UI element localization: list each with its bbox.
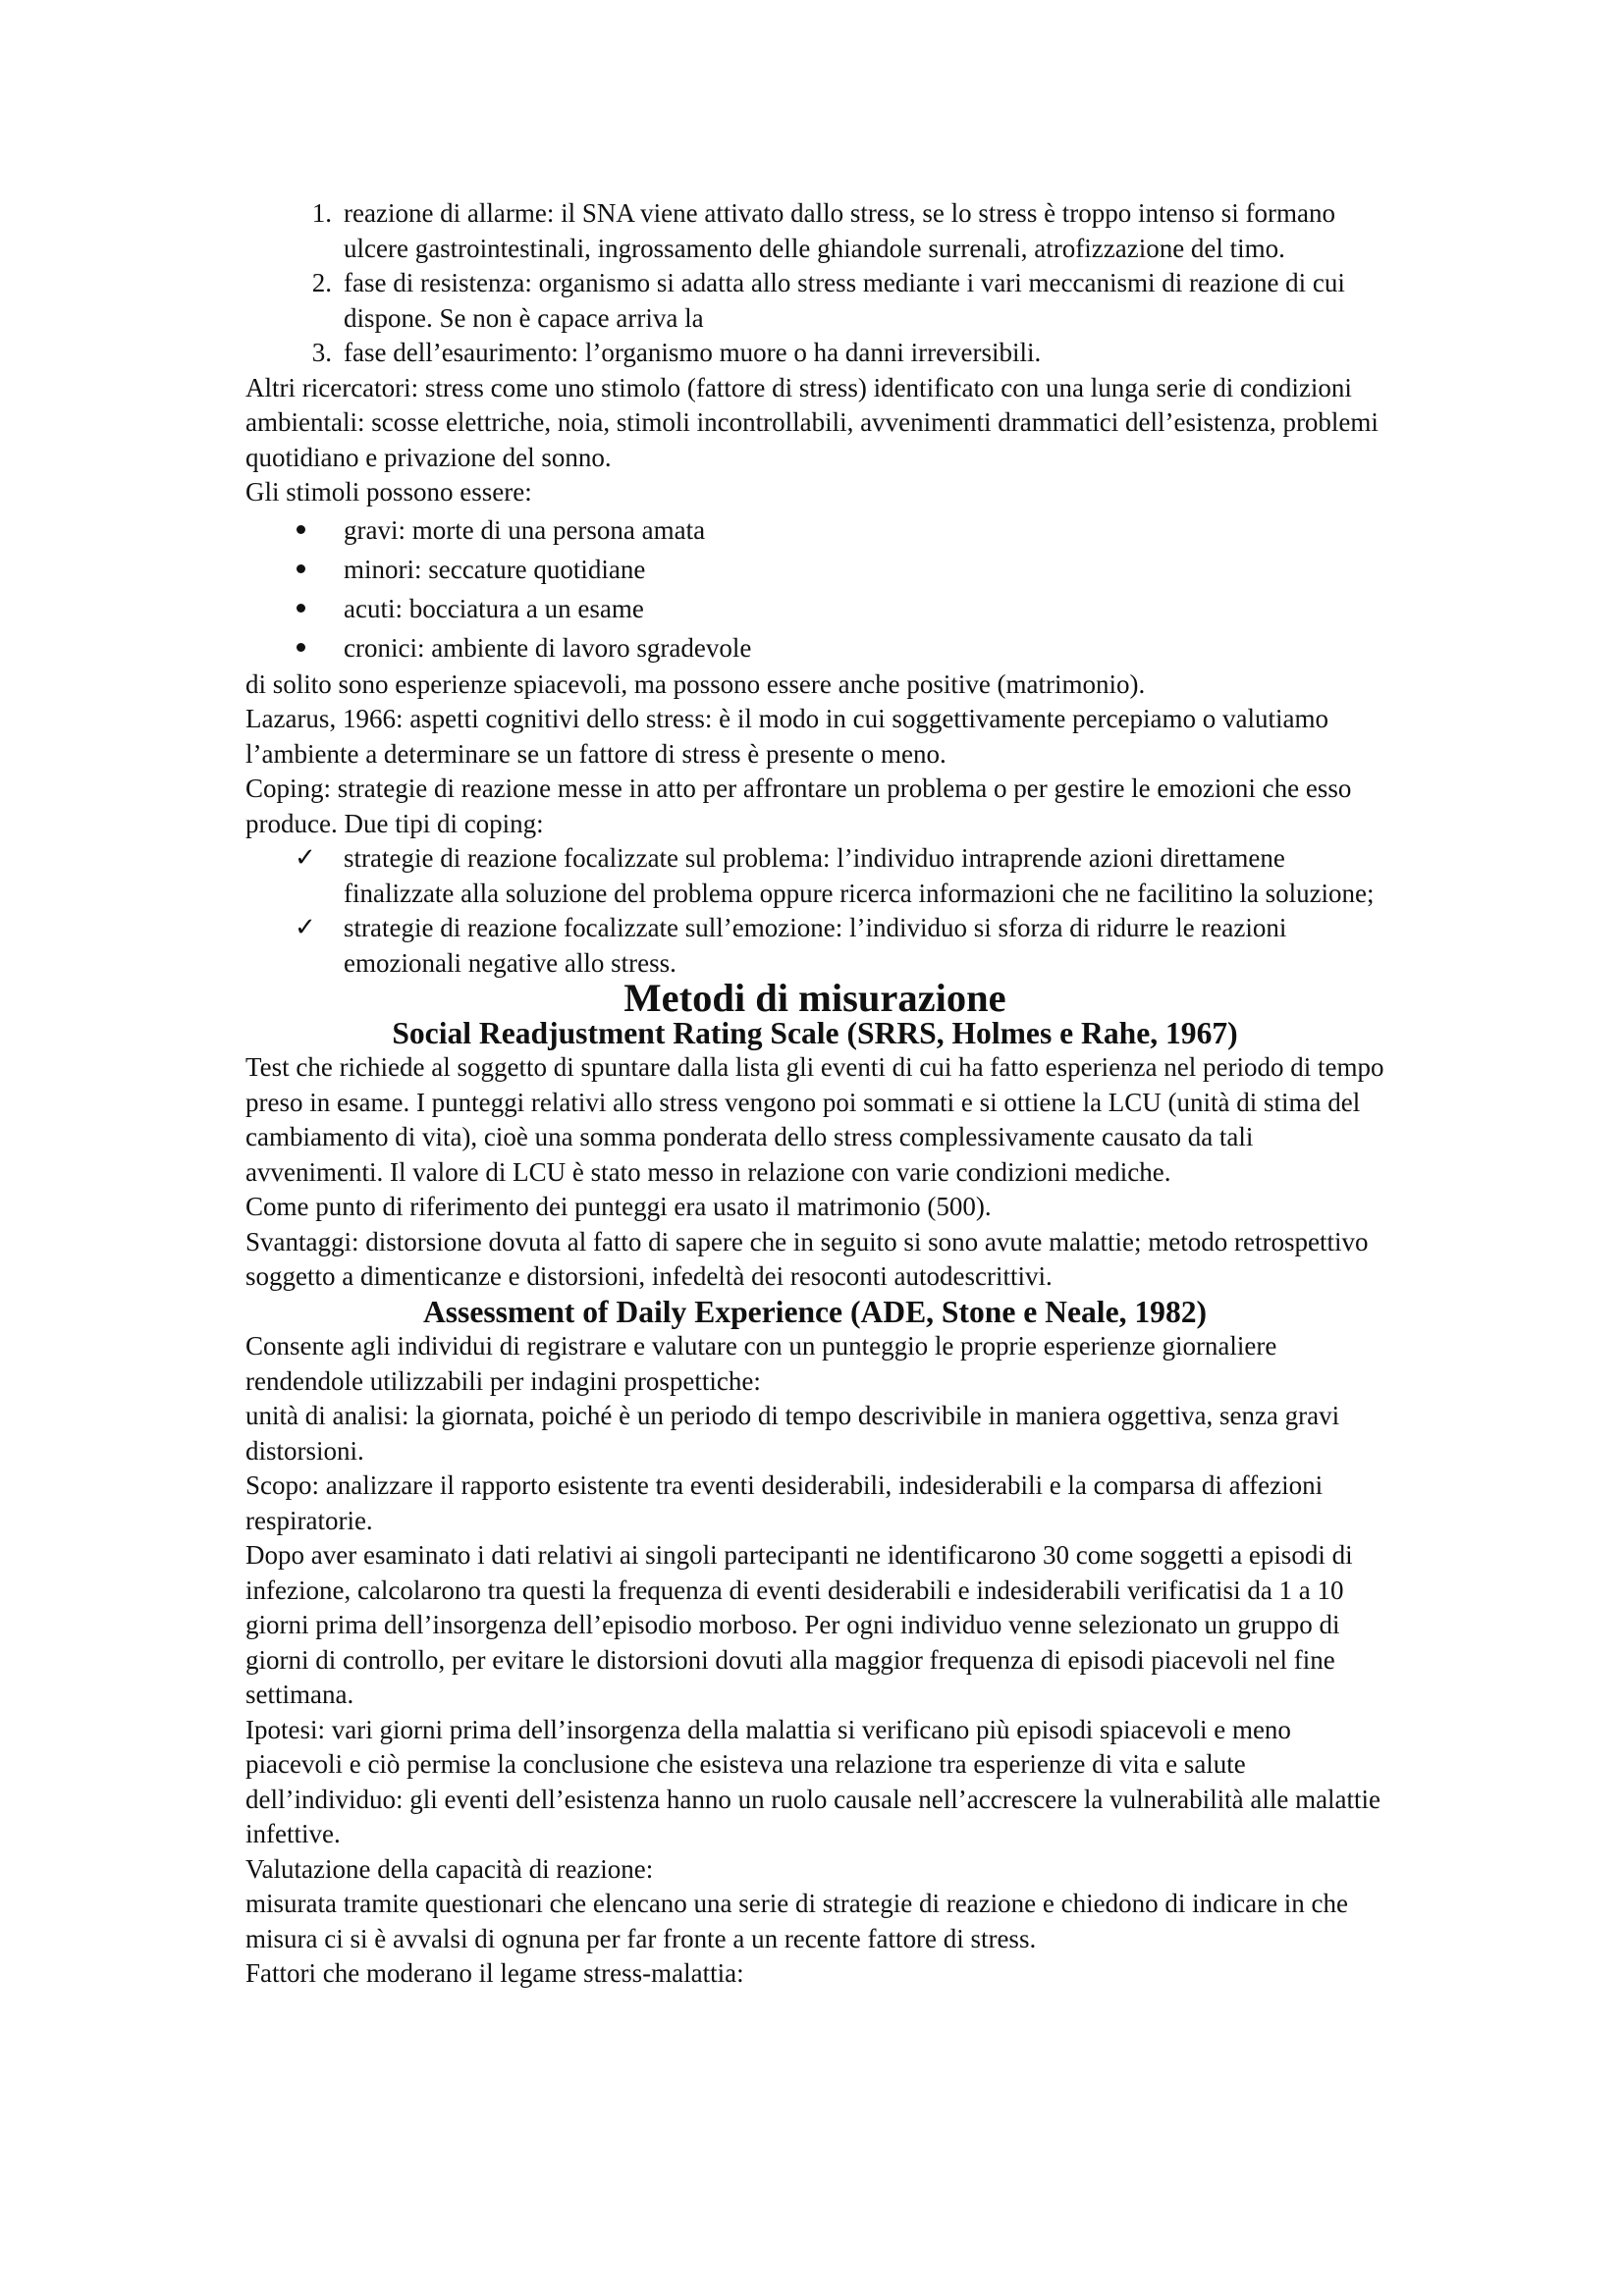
list-item <box>245 911 1384 981</box>
bullet-icon <box>297 564 305 573</box>
paragraph-ipotesi: Ipotesi: vari giorni prima dell’insorgenza della malattia si verificano più episodi spiacevoli e meno piacevoli e ciò permise la conclusione che esisteva una relazione tra esperienze di vita e salute dell’individuo: gli eventi dell’esistenza hanno un ruolo causale nell’accrescere la vulnerabilità alle malattie infettive. <box>245 1714 1381 1848</box>
heading-srrs: Social Readjustment Rating Scale (SRRS, Holmes e Rahe, 1967) <box>392 1015 1238 1050</box>
paragraph-misurata: misurata tramite questionari che elencano una serie di strategie di reazione e chiedono di indicare in che misura ci si è avvalsi di ognuna per far fronte a un recente fattore di stress. <box>245 1889 1349 1953</box>
list-number: 1. <box>311 198 332 228</box>
list-item-text: minori: seccature quotidiane <box>344 554 646 584</box>
paragraph-di-solito: di solito sono esperienze spiacevoli, ma possono essere anche positive (matrimonio). <box>245 668 1146 699</box>
paragraph-dopo: Dopo aver esaminato i dati relativi ai singoli partecipanti ne identificarono 30 come soggetti a episodi di infezione, calcolarono tra questi la frequenza di eventi desiderabili e indesiderabili verificatisi da 1 a 10 giorni prima dell’insorgenza dell’episodio morboso. Per ogni individuo venne selezionato un gruppo di giorni di controllo, per evitare le distorsioni dovuti alla maggior frequenza di episodi piacevoli nel fine settimana. <box>245 1540 1353 1709</box>
list-item <box>245 196 1384 266</box>
list-item-text: reazione di allarme: il SNA viene attivato dallo stress, se lo stress è troppo intenso si formano ulcere gastrointestinali, ingrossamento delle ghiandole surrenali, atrofizzazione del timo. <box>344 198 1336 263</box>
paragraph-riferimento: Come punto di riferimento dei punteggi era usato il matrimonio (500). <box>245 1192 992 1221</box>
list-item-text: fase dell’esaurimento: l’organismo muore o ha danni irreversibili. <box>344 338 1042 367</box>
list-item <box>245 841 1384 911</box>
list-item-text: strategie di reazione focalizzate sul problema: l’individuo intraprende azioni direttamene finalizzate alla soluzione del problema oppure ricerca informazioni che ne facilitino la soluzione; <box>344 843 1375 908</box>
stimoli-list <box>245 510 1384 667</box>
list-item <box>245 336 1384 371</box>
bullet-icon <box>297 604 305 613</box>
coping-types-list <box>245 841 1384 981</box>
paragraph-svantaggi: Svantaggi: distorsione dovuta al fatto di sapere che in seguito si sono avute malattie; metodo retrospettivo soggetto a dimenticanze e distorsioni, infedeltà dei resoconti autodescrittivi. <box>245 1226 1369 1291</box>
paragraph-coping: Coping: strategie di reazione messe in atto per affrontare un problema o per gestire le emozioni che esso produce. Due tipi di coping: <box>245 774 1352 838</box>
paragraph-test: Test che richiede al soggetto di spuntare dalla lista gli eventi di cui ha fatto esperienza nel periodo di tempo preso in esame. I punteggi relativi allo stress vengono poi sommati e si ottiene la LCU (unità di stima del cambiamento di vita), cioè una somma ponderata dello stress complessivamente causato da tali avvenimenti. Il valore di LCU è stato messo in relazione con varie condizioni mediche. <box>245 1052 1384 1187</box>
list-item-text: cronici: ambiente di lavoro sgradevole <box>344 632 752 663</box>
bullet-icon <box>297 525 305 534</box>
list-item <box>245 589 1384 628</box>
heading-metodi: Metodi di misurazione <box>623 976 1006 1020</box>
checkmark-icon: ✓ <box>295 913 316 942</box>
list-number: 3. <box>311 338 332 367</box>
stress-phases-list <box>245 196 1384 371</box>
paragraph-fattori: Fattori che moderano il legame stress-malattia: <box>245 1958 744 1988</box>
paragraph-scopo: Scopo: analizzare il rapporto esistente tra eventi desiderabili, indesiderabili e la comparsa di affezioni respiratorie. <box>245 1470 1324 1535</box>
list-item <box>245 628 1384 667</box>
paragraph-unita: unità di analisi: la giornata, poiché è un periodo di tempo descrivibile in maniera oggettiva, senza gravi distorsioni. <box>245 1401 1340 1466</box>
list-item-text: gravi: morte di una persona amata <box>344 514 706 545</box>
bullet-icon <box>297 643 305 652</box>
paragraph-consente: Consente agli individui di registrare e valutare con un punteggio le proprie esperienze giornaliere rendendole utilizzabili per indagini prospettiche: <box>245 1331 1277 1396</box>
paragraph-lazarus: Lazarus, 1966: aspetti cognitivi dello stress: è il modo in cui soggettivamente percepiamo o valutiamo l’ambiente a determinare se un fattore di stress è presente o meno. <box>245 704 1328 769</box>
list-item <box>245 266 1384 336</box>
list-item-text: acuti: bocciatura a un esame <box>344 593 644 623</box>
document-page <box>245 196 1384 1992</box>
paragraph-valutazione: Valutazione della capacità di reazione: <box>245 1853 654 1884</box>
paragraph-stimoli-intro: Gli stimoli possono essere: <box>245 477 532 507</box>
list-item-text: fase di resistenza: organismo si adatta allo stress mediante i vari meccanismi di reazione di cui dispone. Se non è capace arriva la <box>344 268 1345 333</box>
checkmark-icon: ✓ <box>295 843 316 873</box>
heading-ade: Assessment of Daily Experience (ADE, Stone e Neale, 1982) <box>422 1294 1208 1329</box>
paragraph-altri-ricercatori: Altri ricercatori: stress come uno stimolo (fattore di stress) identificato con una lunga serie di condizioni ambientali: scosse elettriche, noia, stimoli incontrollabili, avvenimenti drammatici dell’esistenza, problemi quotidiano e privazione del sonno. <box>245 372 1379 472</box>
list-item-text: strategie di reazione focalizzate sull’emozione: l’individuo si sforza di ridurre le reazioni emozionali negative allo stress. <box>344 913 1287 978</box>
list-number: 2. <box>311 268 332 297</box>
list-item <box>245 510 1384 550</box>
list-item <box>245 550 1384 589</box>
